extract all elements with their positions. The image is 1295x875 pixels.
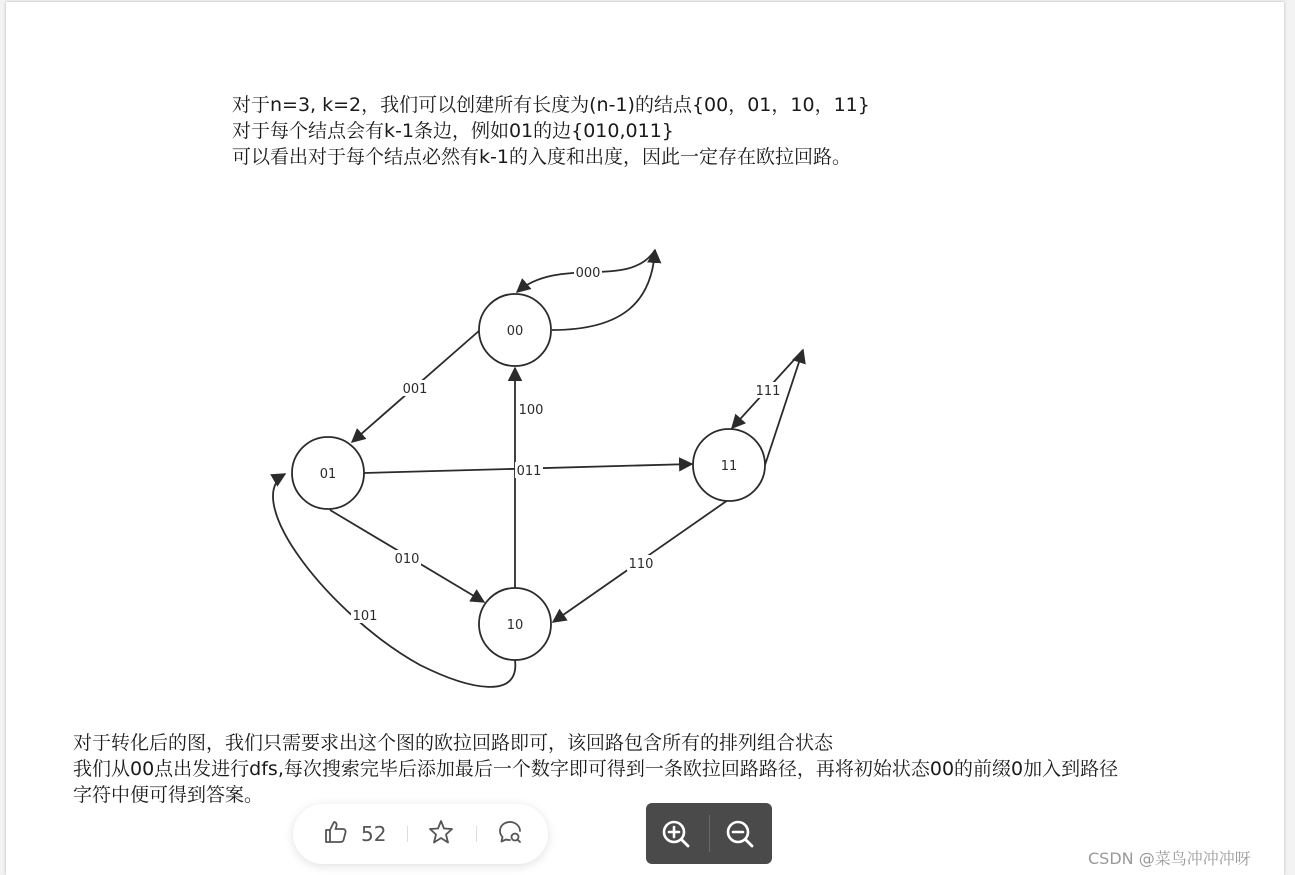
article-action-bar [293, 804, 548, 864]
intro-line: 可以看出对于每个结点必然有k-1的入度和出度，因此一定存在欧拉回路。 [232, 146, 851, 168]
svg-text:01: 01 [319, 467, 337, 482]
svg-text:110: 110 [628, 557, 654, 572]
node-11 [693, 429, 765, 501]
like-button[interactable] [323, 819, 386, 849]
svg-text:111: 111 [755, 384, 781, 399]
svg-text:011: 011 [516, 464, 542, 479]
star-icon [427, 818, 455, 850]
edge-000 [552, 250, 655, 330]
divider [709, 815, 710, 852]
edge-label-100 [517, 401, 545, 418]
zoom-controls [646, 803, 772, 864]
intro-line: 对于每个结点会有k-1条边，例如01的边{010,011} [232, 120, 674, 142]
zoom-in-icon [660, 835, 692, 854]
edge-label-001 [401, 380, 429, 397]
watermark: CSDN @菜鸟冲冲冲呀 [1088, 849, 1251, 868]
edge-label-110 [627, 555, 655, 572]
svg-text:101: 101 [352, 609, 378, 624]
comment-button[interactable] [496, 819, 524, 849]
svg-text:100: 100 [518, 403, 544, 418]
summary-line: 我们从00点出发进行dfs,每次搜索完毕后添加最后一个数字即可得到一条欧拉回路路径，再将初始状态00的前缀0加入到路径 [73, 758, 1119, 780]
zoom-out-icon [724, 835, 756, 854]
edge-label-101 [351, 607, 379, 624]
edge-101 [273, 474, 515, 687]
svg-text:001: 001 [402, 382, 428, 397]
thumbs-up-icon [323, 819, 349, 849]
svg-text:11: 11 [720, 459, 738, 474]
edge-label-111 [754, 382, 782, 399]
node-10 [479, 588, 551, 660]
svg-text:010: 010 [394, 552, 420, 567]
node-00 [479, 294, 551, 366]
edge-label-011 [515, 462, 543, 479]
comment-icon [496, 818, 524, 850]
svg-text:10: 10 [506, 618, 524, 633]
svg-text:000: 000 [575, 266, 601, 281]
svg-text:00: 00 [506, 324, 524, 339]
divider [476, 826, 477, 842]
summary-text [73, 730, 1118, 808]
summary-line: 对于转化后的图，我们只需要求出这个图的欧拉回路即可，该回路包含所有的排列组合状态 [73, 732, 834, 754]
like-count: 52 [361, 822, 387, 846]
zoom-in-button[interactable] [660, 818, 692, 850]
edge-label-000 [574, 264, 602, 281]
intro-line: 对于n=3, k=2，我们可以创建所有长度为(n-1)的结点{00，01，10，11} [232, 94, 870, 116]
edge-111 [765, 350, 803, 465]
zoom-out-button[interactable] [724, 818, 756, 850]
edge-label-010 [393, 550, 421, 567]
divider [407, 826, 408, 842]
node-01 [292, 437, 364, 509]
collect-button[interactable] [427, 819, 455, 849]
summary-line: 字符中便可得到答案。 [73, 784, 264, 806]
